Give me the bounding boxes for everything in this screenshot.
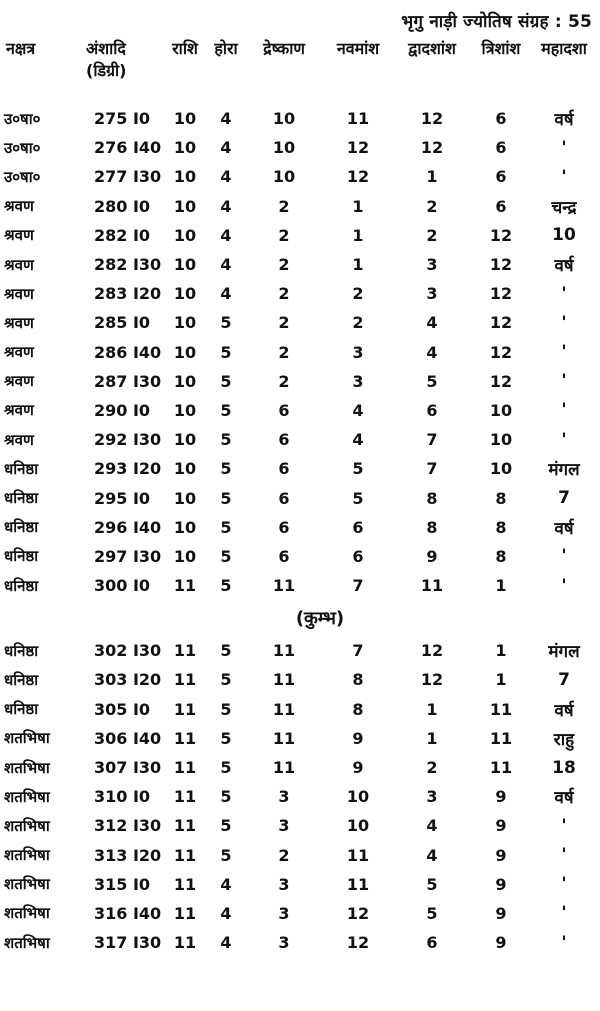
cell-nakshatra: श्रवण [4, 430, 34, 449]
cell-trishansha: 9 [495, 903, 507, 923]
cell-trishansha: 6 [495, 167, 507, 187]
cell-mahadasha: मंगल [548, 642, 580, 663]
cell-mahadasha: 7 [558, 488, 570, 509]
cell-mahadasha: 18 [552, 757, 576, 778]
cell-trishansha: 12 [489, 255, 513, 275]
cell-rashi: 11 [173, 787, 197, 807]
cell-anshadi: 293 I20 [94, 459, 162, 479]
cell-hora: 5 [220, 342, 232, 362]
cell-anshadi: 303 I20 [94, 670, 162, 690]
cell-trishansha: 8 [495, 546, 507, 566]
cell-nakshatra: श्रवण [4, 197, 34, 216]
table-row [4, 133, 596, 162]
cell-trishansha: 1 [495, 641, 507, 661]
cell-navamsha: 5 [352, 488, 364, 508]
cell-anshadi: 282 I0 [94, 225, 151, 245]
cell-dreshkan: 11 [272, 576, 296, 596]
cell-dwadashansha: 7 [426, 459, 438, 479]
cell-trishansha: 9 [495, 787, 507, 807]
table-row [4, 396, 596, 425]
nakshatra-table [4, 38, 596, 957]
cell-nakshatra: धनिष्ठा [4, 700, 39, 719]
cell-anshadi: 296 I40 [94, 517, 162, 537]
cell-anshadi: 285 I0 [94, 313, 151, 333]
cell-mahadasha: ' [561, 903, 567, 924]
cell-rashi: 11 [173, 728, 197, 748]
cell-trishansha: 9 [495, 933, 507, 953]
cell-dreshkan: 6 [278, 400, 290, 420]
cell-navamsha: 12 [346, 138, 370, 158]
cell-mahadasha: ' [561, 429, 567, 450]
cell-anshadi: 276 I40 [94, 138, 162, 158]
cell-mahadasha: ' [561, 371, 567, 392]
cell-dreshkan: 2 [278, 342, 290, 362]
cell-dreshkan: 10 [272, 138, 296, 158]
cell-dwadashansha: 12 [420, 109, 444, 129]
cell-nakshatra: श्रवण [4, 284, 34, 303]
cell-dwadashansha: 7 [426, 430, 438, 450]
cell-dwadashansha: 12 [420, 641, 444, 661]
cell-mahadasha: ' [561, 166, 567, 187]
cell-nakshatra: शतभिषा [4, 904, 50, 923]
cell-navamsha: 8 [352, 699, 364, 719]
cell-rashi: 10 [173, 517, 197, 537]
cell-dwadashansha: 11 [420, 576, 444, 596]
cell-nakshatra: श्रवण [4, 313, 34, 332]
cell-navamsha: 3 [352, 371, 364, 391]
cell-rashi: 10 [173, 371, 197, 391]
cell-mahadasha: 10 [552, 225, 576, 246]
cell-rashi: 11 [173, 576, 197, 596]
cell-trishansha: 11 [489, 758, 513, 778]
table-row [4, 221, 596, 250]
cell-nakshatra: शतभिषा [4, 787, 50, 806]
table-row [4, 542, 596, 571]
cell-navamsha: 10 [346, 816, 370, 836]
cell-dwadashansha: 2 [426, 758, 438, 778]
cell-rashi: 10 [173, 255, 197, 275]
cell-dwadashansha: 4 [426, 845, 438, 865]
cell-navamsha: 4 [352, 430, 364, 450]
cell-dwadashansha: 4 [426, 342, 438, 362]
cell-trishansha: 6 [495, 138, 507, 158]
cell-anshadi: 282 I30 [94, 255, 162, 275]
cell-trishansha: 12 [489, 342, 513, 362]
cell-navamsha: 1 [352, 255, 364, 275]
cell-rashi: 11 [173, 816, 197, 836]
section-row [4, 600, 596, 636]
cell-mahadasha: ' [561, 342, 567, 363]
table-row [4, 104, 596, 133]
table-row [4, 753, 596, 782]
cell-hora: 5 [220, 787, 232, 807]
cell-trishansha: 12 [489, 225, 513, 245]
cell-trishansha: 8 [495, 488, 507, 508]
cell-anshadi: 292 I30 [94, 430, 162, 450]
cell-navamsha: 11 [346, 845, 370, 865]
cell-anshadi: 316 I40 [94, 903, 162, 923]
cell-dwadashansha: 5 [426, 903, 438, 923]
cell-hora: 4 [220, 225, 232, 245]
cell-dreshkan: 10 [272, 109, 296, 129]
cell-navamsha: 11 [346, 874, 370, 894]
cell-dwadashansha: 5 [426, 874, 438, 894]
table-row [4, 367, 596, 396]
cell-hora: 4 [220, 933, 232, 953]
cell-dreshkan: 6 [278, 488, 290, 508]
cell-hora: 5 [220, 371, 232, 391]
cell-trishansha: 12 [489, 284, 513, 304]
cell-mahadasha: ' [561, 932, 567, 953]
cell-rashi: 10 [173, 342, 197, 362]
cell-mahadasha: राहु [553, 729, 575, 750]
cell-dreshkan: 2 [278, 196, 290, 216]
cell-rashi: 10 [173, 313, 197, 333]
cell-hora: 5 [220, 670, 232, 690]
cell-dreshkan: 11 [272, 641, 296, 661]
cell-navamsha: 11 [346, 109, 370, 129]
cell-dwadashansha: 3 [426, 787, 438, 807]
header-nakshatra: नक्षत्र [6, 39, 36, 58]
cell-navamsha: 6 [352, 517, 364, 537]
cell-trishansha: 1 [495, 576, 507, 596]
cell-rashi: 10 [173, 430, 197, 450]
cell-dwadashansha: 1 [426, 728, 438, 748]
cell-dreshkan: 2 [278, 284, 290, 304]
cell-navamsha: 9 [352, 758, 364, 778]
table-row [4, 250, 596, 279]
cell-trishansha: 10 [489, 430, 513, 450]
cell-dreshkan: 2 [278, 313, 290, 333]
cell-dwadashansha: 3 [426, 255, 438, 275]
cell-hora: 5 [220, 576, 232, 596]
cell-hora: 4 [220, 903, 232, 923]
cell-navamsha: 6 [352, 546, 364, 566]
header-dreshkan: द्रेष्काण [263, 39, 305, 58]
cell-navamsha: 7 [352, 641, 364, 661]
table-row [4, 162, 596, 191]
cell-rashi: 10 [173, 138, 197, 158]
cell-hora: 4 [220, 167, 232, 187]
cell-trishansha: 9 [495, 845, 507, 865]
cell-rashi: 11 [173, 670, 197, 690]
cell-dreshkan: 6 [278, 430, 290, 450]
cell-dwadashansha: 1 [426, 167, 438, 187]
cell-dreshkan: 3 [278, 874, 290, 894]
cell-anshadi: 312 I30 [94, 816, 162, 836]
cell-anshadi: 306 I40 [94, 728, 162, 748]
cell-hora: 4 [220, 138, 232, 158]
table-row [4, 841, 596, 870]
cell-nakshatra: धनिष्ठा [4, 459, 39, 478]
table-row [4, 279, 596, 308]
cell-nakshatra: श्रवण [4, 343, 34, 362]
cell-anshadi: 283 I20 [94, 284, 162, 304]
header-mahadasha: महादशा [541, 39, 587, 58]
header-rashi: राशि [172, 39, 198, 58]
cell-mahadasha: ' [561, 312, 567, 333]
cell-nakshatra: शतभिषा [4, 933, 50, 952]
cell-trishansha: 6 [495, 196, 507, 216]
cell-nakshatra: उ०षा० [4, 109, 41, 128]
cell-hora: 5 [220, 845, 232, 865]
cell-nakshatra: शतभिषा [4, 816, 50, 835]
cell-navamsha: 1 [352, 225, 364, 245]
cell-mahadasha: वर्ष [554, 788, 574, 809]
cell-mahadasha: ' [561, 137, 567, 158]
cell-rashi: 11 [173, 699, 197, 719]
cell-hora: 4 [220, 255, 232, 275]
cell-rashi: 11 [173, 758, 197, 778]
cell-mahadasha: मंगल [548, 460, 580, 481]
page-header: भृगु नाड़ी ज्योतिष संग्रह : 55 [401, 12, 592, 32]
cell-anshadi: 302 I30 [94, 641, 162, 661]
cell-trishansha: 1 [495, 670, 507, 690]
cell-anshadi: 275 I0 [94, 109, 151, 129]
cell-dreshkan: 11 [272, 699, 296, 719]
cell-nakshatra: श्रवण [4, 372, 34, 391]
cell-navamsha: 4 [352, 400, 364, 420]
cell-trishansha: 6 [495, 109, 507, 129]
cell-anshadi: 277 I30 [94, 167, 162, 187]
cell-mahadasha: वर्ष [554, 256, 574, 277]
table-row [4, 724, 596, 753]
table-row [4, 192, 596, 221]
header-anshadi-label: अंशादि [86, 39, 126, 58]
cell-anshadi: 297 I30 [94, 546, 162, 566]
cell-trishansha: 10 [489, 459, 513, 479]
cell-dwadashansha: 2 [426, 225, 438, 245]
cell-hora: 5 [220, 728, 232, 748]
cell-mahadasha: ' [561, 845, 567, 866]
cell-anshadi: 313 I20 [94, 845, 162, 865]
cell-nakshatra: धनिष्ठा [4, 641, 39, 660]
cell-dreshkan: 11 [272, 728, 296, 748]
cell-hora: 5 [220, 488, 232, 508]
cell-dreshkan: 6 [278, 517, 290, 537]
header-trishansha: त्रिशांश [481, 39, 521, 58]
cell-rashi: 10 [173, 167, 197, 187]
cell-mahadasha: वर्ष [554, 110, 574, 131]
cell-anshadi: 317 I30 [94, 933, 162, 953]
table-row [4, 513, 596, 542]
cell-hora: 4 [220, 284, 232, 304]
cell-dreshkan: 3 [278, 933, 290, 953]
header-degree-unit: (डिग्री) [86, 61, 127, 80]
cell-navamsha: 1 [352, 196, 364, 216]
cell-anshadi: 307 I30 [94, 758, 162, 778]
cell-anshadi: 287 I30 [94, 371, 162, 391]
cell-rashi: 11 [173, 874, 197, 894]
cell-rashi: 11 [173, 933, 197, 953]
table-row [4, 571, 596, 600]
cell-nakshatra: श्रवण [4, 401, 34, 420]
cell-navamsha: 2 [352, 284, 364, 304]
cell-rashi: 11 [173, 903, 197, 923]
table-header-row [4, 38, 596, 104]
cell-trishansha: 12 [489, 313, 513, 333]
cell-mahadasha: चन्द्र [551, 197, 577, 218]
cell-mahadasha: ' [561, 575, 567, 596]
table-row [4, 425, 596, 454]
cell-dwadashansha: 9 [426, 546, 438, 566]
cell-rashi: 10 [173, 488, 197, 508]
cell-dreshkan: 3 [278, 903, 290, 923]
cell-anshadi: 305 I0 [94, 699, 151, 719]
cell-nakshatra: धनिष्ठा [4, 489, 39, 508]
cell-rashi: 11 [173, 641, 197, 661]
table-row [4, 928, 596, 957]
cell-nakshatra: श्रवण [4, 255, 34, 274]
cell-trishansha: 10 [489, 400, 513, 420]
cell-dwadashansha: 6 [426, 933, 438, 953]
cell-dreshkan: 3 [278, 816, 290, 836]
cell-nakshatra: धनिष्ठा [4, 576, 39, 595]
cell-navamsha: 10 [346, 787, 370, 807]
cell-anshadi: 295 I0 [94, 488, 151, 508]
cell-hora: 5 [220, 758, 232, 778]
cell-navamsha: 12 [346, 167, 370, 187]
cell-trishansha: 12 [489, 371, 513, 391]
table-body [4, 104, 596, 957]
cell-dwadashansha: 5 [426, 371, 438, 391]
cell-dwadashansha: 12 [420, 670, 444, 690]
cell-dwadashansha: 3 [426, 284, 438, 304]
table-row [4, 899, 596, 928]
cell-hora: 5 [220, 641, 232, 661]
cell-hora: 5 [220, 459, 232, 479]
cell-mahadasha: 7 [558, 669, 570, 690]
cell-dwadashansha: 2 [426, 196, 438, 216]
cell-hora: 4 [220, 196, 232, 216]
cell-nakshatra: धनिष्ठा [4, 670, 39, 689]
table-row [4, 483, 596, 512]
cell-dwadashansha: 4 [426, 816, 438, 836]
table-row [4, 665, 596, 694]
table-row [4, 870, 596, 899]
cell-mahadasha: वर्ष [554, 700, 574, 721]
cell-trishansha: 11 [489, 728, 513, 748]
cell-navamsha: 12 [346, 933, 370, 953]
cell-mahadasha: ' [561, 874, 567, 895]
cell-nakshatra: उ०षा० [4, 138, 41, 157]
cell-navamsha: 8 [352, 670, 364, 690]
cell-rashi: 10 [173, 196, 197, 216]
cell-hora: 4 [220, 109, 232, 129]
cell-hora: 5 [220, 699, 232, 719]
table-row [4, 811, 596, 840]
cell-trishansha: 9 [495, 874, 507, 894]
cell-navamsha: 3 [352, 342, 364, 362]
cell-dreshkan: 2 [278, 845, 290, 865]
table-row [4, 636, 596, 665]
cell-dreshkan: 3 [278, 787, 290, 807]
cell-anshadi: 290 I0 [94, 400, 151, 420]
cell-dreshkan: 11 [272, 758, 296, 778]
cell-dwadashansha: 4 [426, 313, 438, 333]
cell-mahadasha: ' [561, 400, 567, 421]
cell-nakshatra: श्रवण [4, 226, 34, 245]
cell-dreshkan: 2 [278, 225, 290, 245]
cell-dreshkan: 11 [272, 670, 296, 690]
cell-hora: 5 [220, 313, 232, 333]
table-row [4, 308, 596, 337]
cell-hora: 5 [220, 430, 232, 450]
header-dwadashansha: द्वादशांश [408, 39, 456, 58]
cell-mahadasha: ' [561, 815, 567, 836]
cell-dreshkan: 2 [278, 371, 290, 391]
cell-navamsha: 5 [352, 459, 364, 479]
cell-nakshatra: शतभिषा [4, 758, 50, 777]
cell-mahadasha: ' [561, 283, 567, 304]
cell-trishansha: 9 [495, 816, 507, 836]
cell-dreshkan: 6 [278, 459, 290, 479]
cell-nakshatra: शतभिषा [4, 729, 50, 748]
header-hora: होरा [214, 39, 238, 58]
cell-mahadasha: वर्ष [554, 518, 574, 539]
cell-rashi: 10 [173, 225, 197, 245]
cell-hora: 4 [220, 874, 232, 894]
cell-rashi: 10 [173, 284, 197, 304]
cell-dwadashansha: 12 [420, 138, 444, 158]
cell-navamsha: 7 [352, 576, 364, 596]
cell-navamsha: 12 [346, 903, 370, 923]
cell-dwadashansha: 8 [426, 488, 438, 508]
cell-hora: 5 [220, 400, 232, 420]
cell-rashi: 10 [173, 459, 197, 479]
cell-anshadi: 300 I0 [94, 576, 151, 596]
cell-nakshatra: शतभिषा [4, 846, 50, 865]
cell-dreshkan: 2 [278, 255, 290, 275]
cell-rashi: 10 [173, 400, 197, 420]
cell-dwadashansha: 6 [426, 400, 438, 420]
cell-rashi: 11 [173, 845, 197, 865]
cell-anshadi: 315 I0 [94, 874, 151, 894]
cell-rashi: 10 [173, 546, 197, 566]
table-row [4, 782, 596, 811]
cell-hora: 5 [220, 546, 232, 566]
cell-dwadashansha: 1 [426, 699, 438, 719]
cell-anshadi: 310 I0 [94, 787, 151, 807]
cell-trishansha: 8 [495, 517, 507, 537]
section-label: (कुम्भ) [295, 608, 345, 630]
cell-navamsha: 9 [352, 728, 364, 748]
cell-nakshatra: उ०षा० [4, 167, 41, 186]
cell-anshadi: 280 I0 [94, 196, 151, 216]
cell-dreshkan: 10 [272, 167, 296, 187]
table-row [4, 454, 596, 483]
cell-navamsha: 2 [352, 313, 364, 333]
cell-nakshatra: धनिष्ठा [4, 547, 39, 566]
table-row [4, 338, 596, 367]
cell-hora: 5 [220, 517, 232, 537]
cell-nakshatra: शतभिषा [4, 875, 50, 894]
cell-hora: 5 [220, 816, 232, 836]
cell-mahadasha: ' [561, 546, 567, 567]
cell-dwadashansha: 8 [426, 517, 438, 537]
cell-anshadi: 286 I40 [94, 342, 162, 362]
cell-rashi: 10 [173, 109, 197, 129]
cell-dreshkan: 6 [278, 546, 290, 566]
cell-trishansha: 11 [489, 699, 513, 719]
table-row [4, 695, 596, 724]
header-anshadi [80, 38, 164, 104]
header-navamsha: नवमांश [336, 39, 380, 58]
cell-nakshatra: धनिष्ठा [4, 518, 39, 537]
